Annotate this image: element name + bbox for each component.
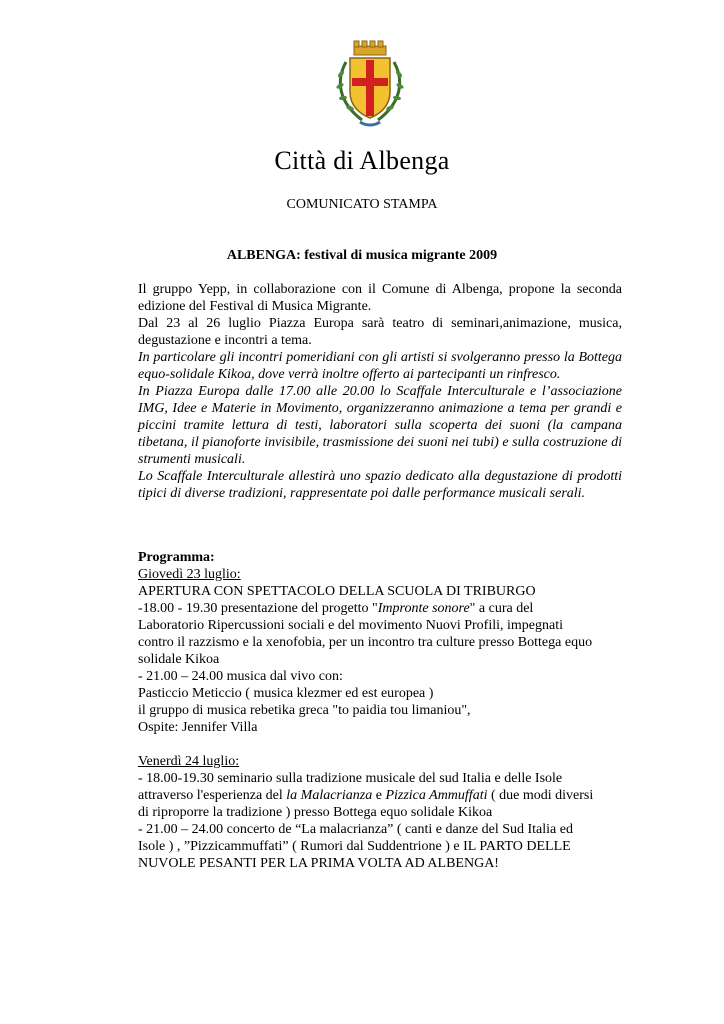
city-coat-of-arms-icon — [332, 40, 408, 132]
program-section — [138, 549, 638, 872]
intro-paragraph: In Piazza Europa dalle 17.00 alle 20.00 lo Scaffale Interculturale e l’associazione IMG, Idee e Materie in Movimento, organizzeranno animazione a tema per grandi e piccini tramite lettura di testi, laboratori sulla scoperta dei suoni (la campana tibetana, il pianoforte invisibile, trasmissione dei suoni nei tubi) e sulla costruzione di strumenti musicali. — [138, 384, 622, 467]
program-line: - 21.00 – 24.00 concerto de “La malacrianza” ( canti e danze del Sud Italia ed — [138, 822, 573, 837]
program-line: - 21.00 – 24.00 musica dal vivo con: — [138, 669, 343, 684]
city-title: Città di Albenga — [274, 146, 450, 175]
program-line: APERTURA CON SPETTACOLO DELLA SCUOLA DI TRIBURGO — [138, 584, 536, 599]
intro-paragraph: Lo Scaffale Interculturale allestirà uno spazio dedicato alla degustazione di prodotti tipici di diverse tradizioni, rappresentate poi dalle performance musicali serali. — [138, 469, 622, 501]
program-line: NUVOLE PESANTI PER LA PRIMA VOLTA AD ALBENGA! — [138, 856, 499, 871]
program-line: solidale Kikoa — [138, 652, 220, 667]
program-line: - 18.00-19.30 seminario sulla tradizione musicale del sud Italia e delle Isole — [138, 771, 563, 786]
intro-text — [138, 281, 622, 502]
intro-paragraph: Il gruppo Yepp, in collaborazione con il Comune di Albenga, propone la seconda edizione del Festival di Musica Migrante. — [138, 282, 622, 314]
program-line: Laboratorio Ripercussioni sociali e del movimento Nuovi Profili, impegnati — [138, 618, 563, 633]
program-line: di riproporre la tradizione ) presso Bottega equo solidale Kikoa — [138, 805, 493, 820]
program-line: contro il razzismo e la xenofobia, per un incontro tra culture presso Bottega equo — [138, 635, 593, 650]
program-title: Programma: — [138, 550, 215, 565]
program-line: il gruppo di musica rebetika greca "to paidia tou limaniou", — [138, 703, 471, 718]
headline: ALBENGA: festival di musica migrante 2009 — [226, 248, 498, 263]
day-heading-friday: Venerdì 24 luglio: — [138, 754, 240, 769]
program-line: -18.00 - 19.30 presentazione del progetto "Impronte sonore" a cura del — [138, 601, 534, 616]
intro-paragraph: Dal 23 al 26 luglio Piazza Europa sarà teatro di seminari,animazione, musica, degustazione e incontri a tema. — [138, 316, 622, 348]
program-line: attraverso l'esperienza del la Malacrianza e Pizzica Ammuffati ( due modi diversi — [138, 788, 594, 803]
press-release-label: COMUNICATO STAMPA — [286, 197, 438, 212]
intro-paragraph: In particolare gli incontri pomeridiani con gli artisti si svolgeranno presso la Bottega equo-solidale Kikoa, dove verrà inoltre offerto ai partecipanti un rinfresco. — [138, 350, 622, 382]
program-line: Ospite: Jennifer Villa — [138, 720, 258, 735]
program-line: Pasticcio Meticcio ( musica klezmer ed est europea ) — [138, 686, 434, 701]
program-line: Isole ) , ”Pizzicammuffati” ( Rumori dal Suddentrione ) e IL PARTO DELLE — [138, 839, 571, 854]
day-heading-thursday: Giovedì 23 luglio: — [138, 567, 241, 582]
